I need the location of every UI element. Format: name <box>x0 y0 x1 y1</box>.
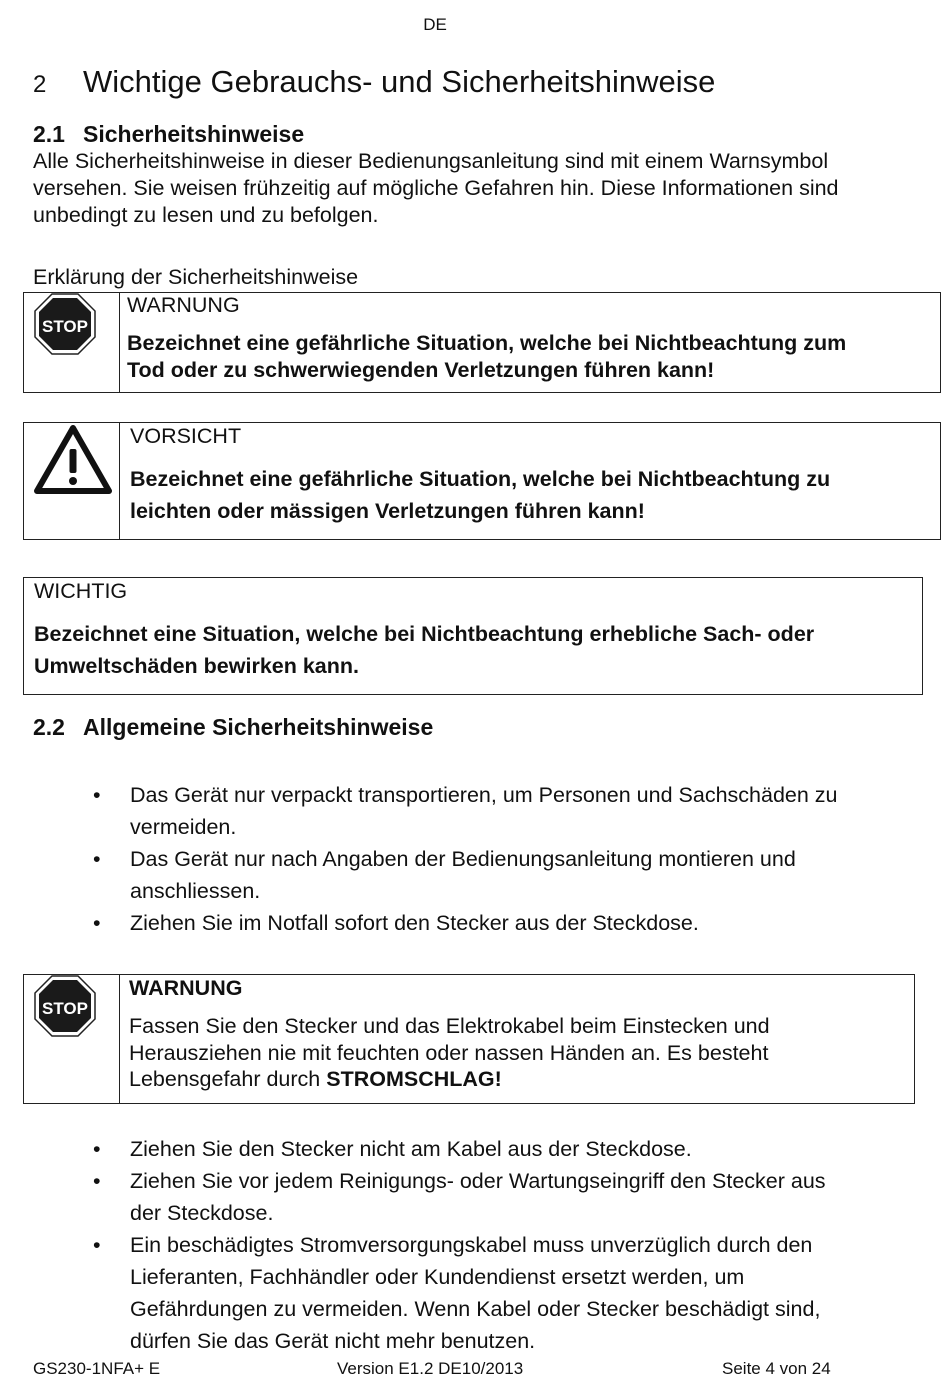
list-item-line: Ziehen Sie vor jedem Reinigungs- oder Wartungseingriff den Stecker aus <box>130 1169 826 1193</box>
warning-line: Fassen Sie den Stecker und das Elektrokabel beim Einstecken und <box>129 1014 770 1038</box>
warning-emphasis: STROMSCHLAG! <box>326 1067 502 1091</box>
stop-sign-text: STOP <box>42 999 88 1018</box>
list-item <box>93 1229 903 1357</box>
subsection-number: 2.1 <box>33 121 65 147</box>
warning-label: WARNUNG <box>129 976 243 1000</box>
subsection-number: 2.2 <box>33 714 65 740</box>
intro-paragraph <box>33 148 913 229</box>
caution-line: leichten oder mässigen Verletzungen führen kann! <box>130 499 645 523</box>
footer-model: GS230-1NFA+ E <box>33 1359 161 1378</box>
warning-box <box>23 292 941 393</box>
list-item-line: Ziehen Sie den Stecker nicht am Kabel aus der Steckdose. <box>130 1137 692 1161</box>
section-number: 2 <box>33 71 47 98</box>
list-item-line: Das Gerät nur nach Angaben der Bedienungsanleitung montieren und <box>130 847 796 871</box>
list-item <box>93 907 903 939</box>
warning-line: Tod oder zu schwerwiegenden Verletzungen führen kann! <box>127 358 715 382</box>
list-item-line: Das Gerät nur verpackt transportieren, um Personen und Sachschäden zu <box>130 783 838 807</box>
list-item <box>93 1165 903 1229</box>
warning-line: Herausziehen nie mit feuchten oder nassen Händen an. Es besteht <box>129 1040 769 1065</box>
section-title: Wichtige Gebrauchs- und Sicherheitshinweise <box>83 64 716 99</box>
language-code: DE <box>423 15 447 34</box>
bullet: • <box>93 847 101 871</box>
warning-text <box>127 330 846 384</box>
caution-text <box>130 463 830 527</box>
footer-version: Version E1.2 DE10/2013 <box>337 1359 524 1378</box>
intro-line: versehen. Sie weisen frühzeitig auf mögliche Gefahren hin. Diese Informationen sind <box>33 176 839 200</box>
section-heading <box>33 64 715 100</box>
subsection-title: Sicherheitshinweise <box>83 121 305 147</box>
stop-sign-icon <box>34 975 96 1037</box>
icon-cell <box>24 975 120 1103</box>
list-item <box>93 843 903 907</box>
subsection-title: Allgemeine Sicherheitshinweise <box>83 714 434 740</box>
bullet: • <box>93 1137 101 1161</box>
warning-triangle-icon <box>34 425 112 495</box>
important-text <box>34 618 814 682</box>
caution-line: Bezeichnet eine gefährliche Situation, welche bei Nichtbeachtung zu <box>130 467 831 491</box>
list-item-line: anschliessen. <box>130 879 261 903</box>
safety-list-1 <box>93 779 903 939</box>
list-item-line: der Steckdose. <box>130 1201 274 1225</box>
icon-cell <box>24 423 120 539</box>
list-item-line: Lieferanten, Fachhändler oder Kundendienst ersetzt werden, um <box>130 1265 745 1289</box>
icon-cell <box>24 293 120 392</box>
intro-line: Alle Sicherheitshinweise in dieser Bedienungsanleitung sind mit einem Warnsymbol <box>33 149 829 173</box>
stop-sign-icon <box>34 293 96 355</box>
subsection-heading-2-2 <box>33 714 433 741</box>
warning-text <box>129 1013 770 1093</box>
important-line: Umweltschäden bewirken kann. <box>34 654 359 678</box>
list-item <box>93 1133 903 1165</box>
bullet: • <box>93 1169 101 1193</box>
bullet: • <box>93 911 101 935</box>
stop-sign-text: STOP <box>42 317 88 336</box>
list-item-line: Gefährdungen zu vermeiden. Wenn Kabel oder Stecker beschädigt sind, <box>130 1297 821 1321</box>
caution-label: VORSICHT <box>130 424 242 448</box>
list-item-line: Ein beschädigtes Stromversorgungskabel muss unverzüglich durch den <box>130 1233 813 1257</box>
warning-box-electric <box>23 974 915 1104</box>
warning-line-text: Lebensgefahr durch <box>129 1067 327 1091</box>
list-item-line: vermeiden. <box>130 815 237 839</box>
warning-line: Bezeichnet eine gefährliche Situation, welche bei Nichtbeachtung zum <box>127 331 847 355</box>
subsection-heading-2-1 <box>33 121 304 148</box>
bullet: • <box>93 783 101 807</box>
list-item-line: dürfen Sie das Gerät nicht mehr benutzen. <box>130 1329 536 1353</box>
safety-list-2 <box>93 1133 903 1357</box>
important-box <box>23 577 923 695</box>
intro-line: unbedingt zu lesen und zu befolgen. <box>33 203 379 227</box>
footer-page-number: Seite 4 von 24 <box>722 1359 831 1378</box>
warning-line <box>129 1066 770 1093</box>
warning-label: WARNUNG <box>127 293 240 317</box>
caution-box <box>23 422 941 540</box>
important-line: Bezeichnet eine Situation, welche bei Nichtbeachtung erhebliche Sach- oder <box>34 622 815 646</box>
list-item <box>93 779 903 843</box>
list-item-line: Ziehen Sie im Notfall sofort den Stecker aus der Steckdose. <box>130 911 699 935</box>
explanation-heading: Erklärung der Sicherheitshinweise <box>33 265 359 289</box>
bullet: • <box>93 1233 101 1257</box>
important-label: WICHTIG <box>34 579 128 603</box>
